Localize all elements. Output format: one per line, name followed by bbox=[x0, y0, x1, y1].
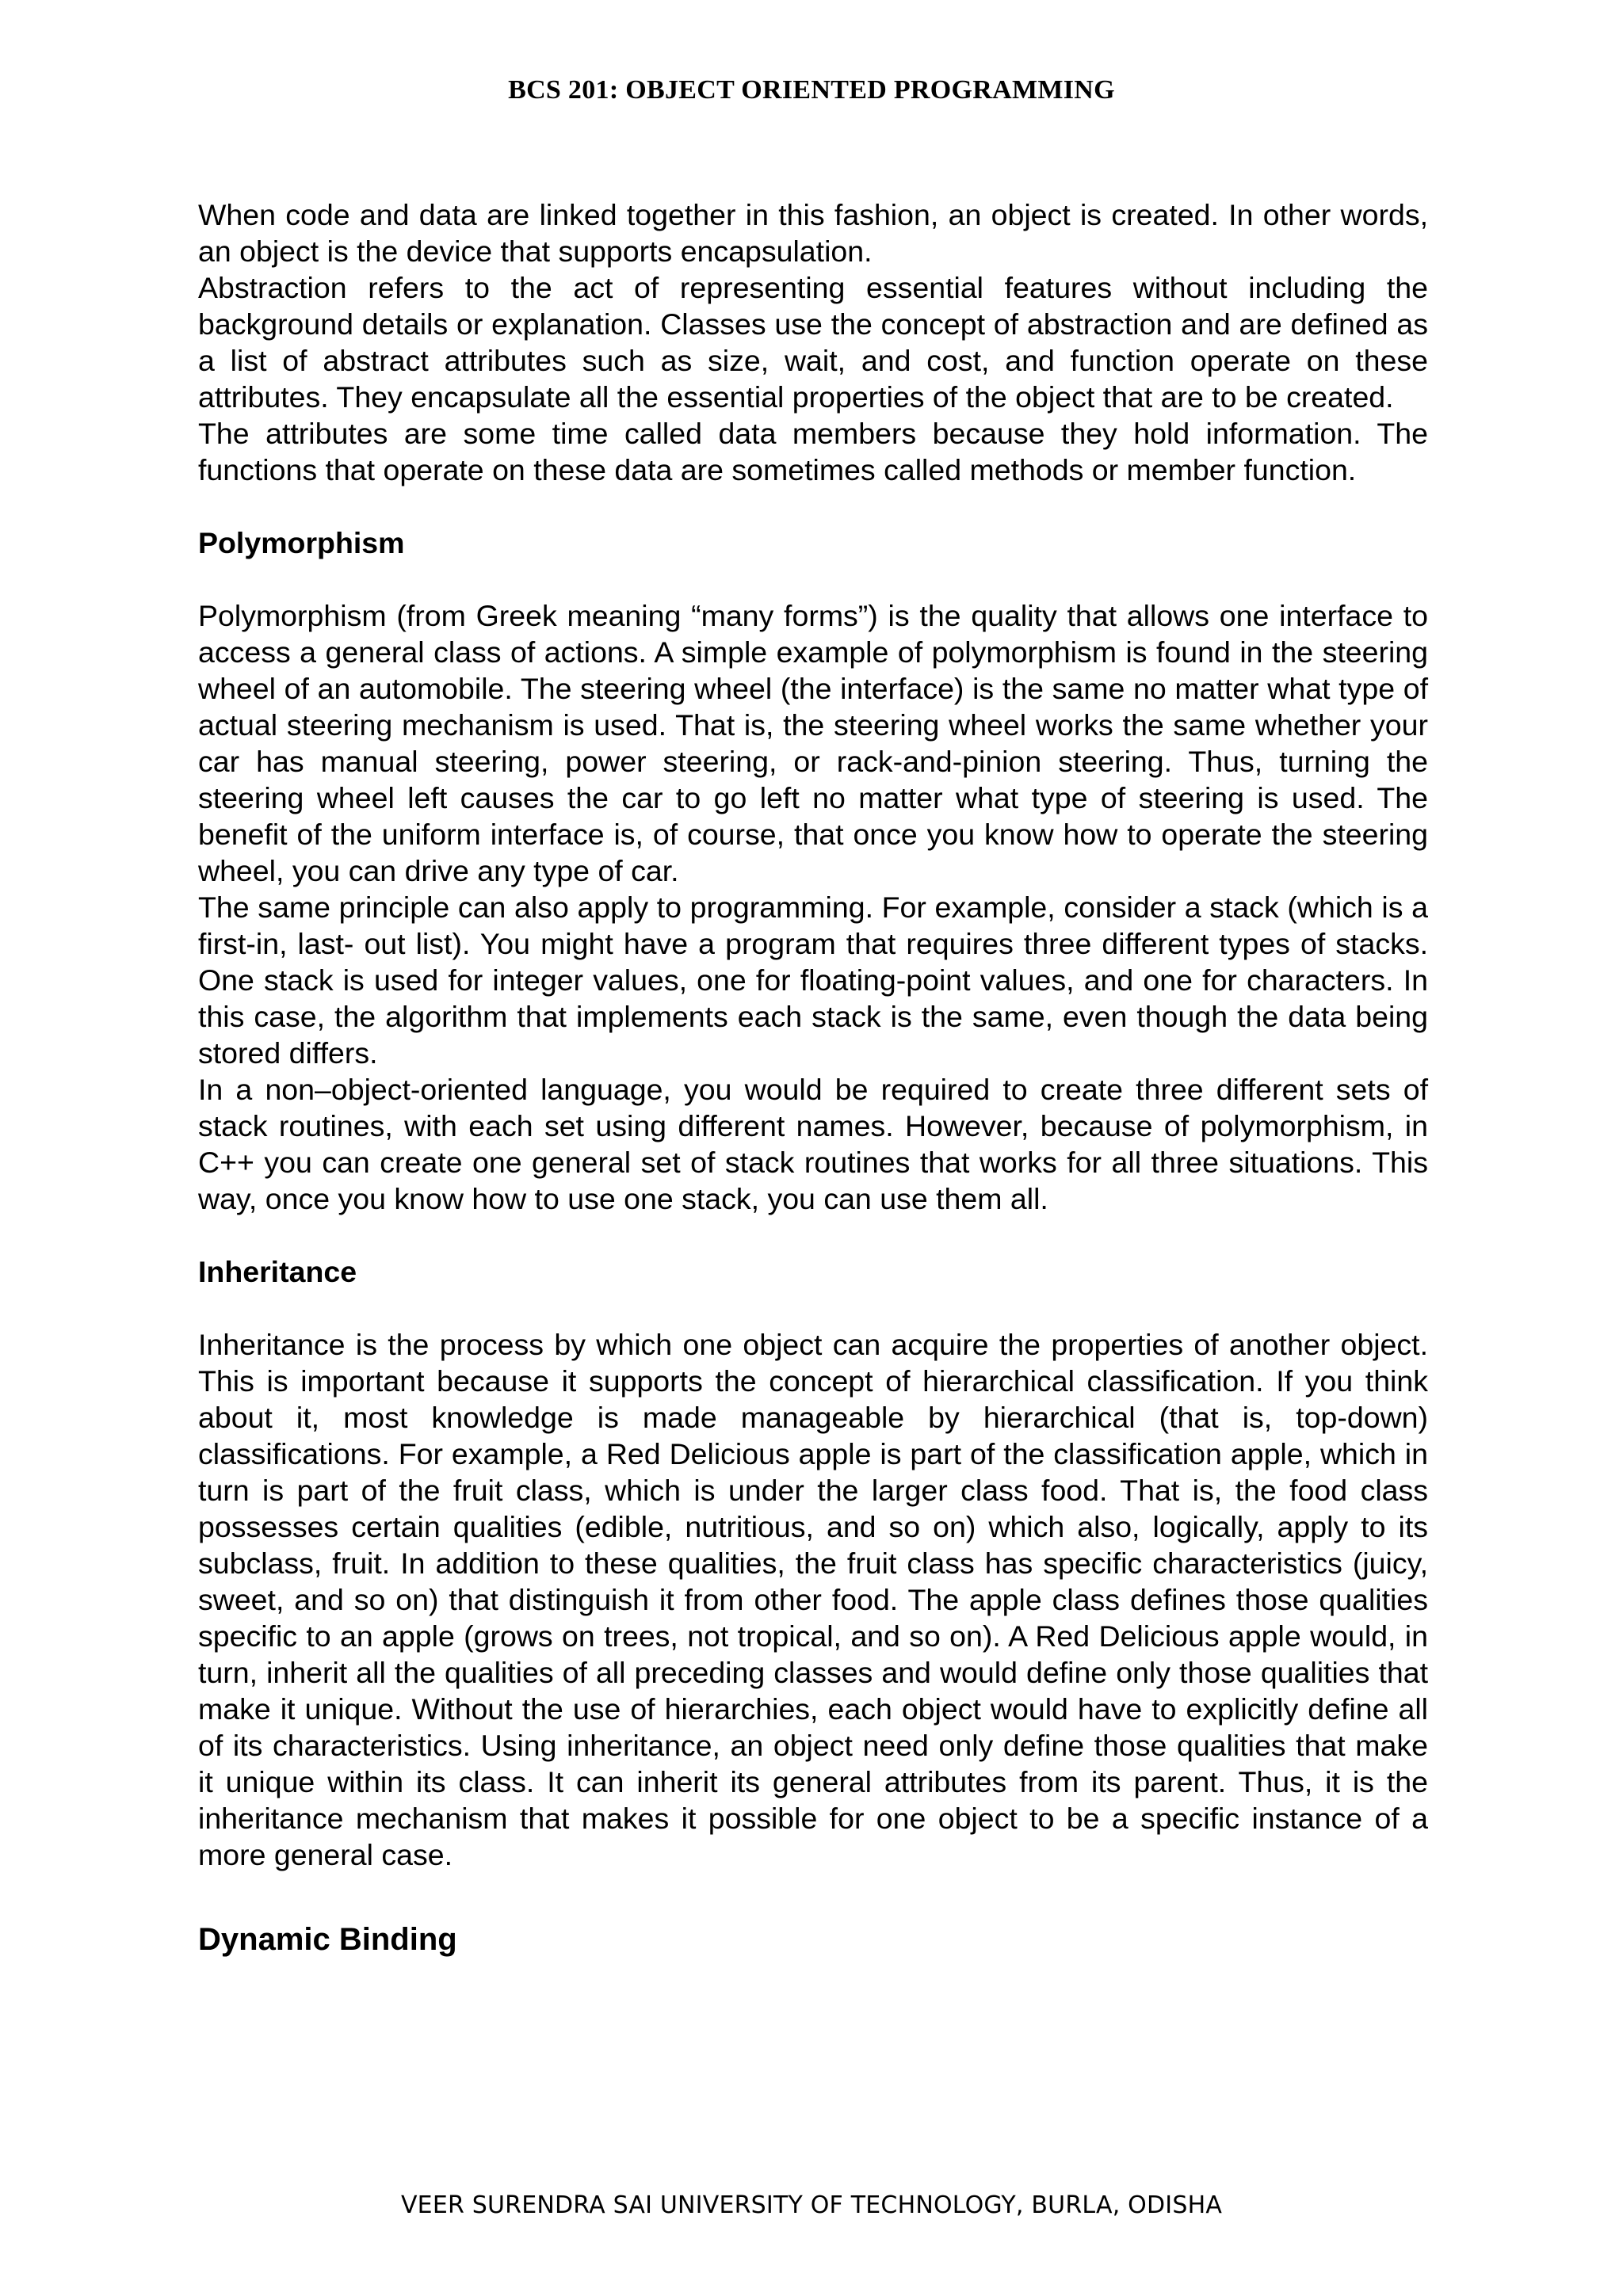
intro-paragraph-abstraction: Abstraction refers to the act of representing essential features without including the background details or explanation. Classes use the concept of abstraction and are defined as a list of abstract attributes such as size, wait, and cost, and function operate on these attributes. They encapsulate all the essential properties of the object that are to be created. bbox=[198, 271, 1428, 414]
polymorphism-heading: Polymorphism bbox=[198, 526, 405, 559]
polymorphism-paragraph-steering: Polymorphism (from Greek meaning “many forms”) is the quality that allows one interface to access a general class of actions. A simple example of polymorphism is found in the steering wheel of an automobile. The steering wheel (the interface) is the same no matter what type of actual steering mechanism is used. That is, the steering wheel works the same whether your car has manual steering, power steering, or rack-and-pinion steering. Thus, turning the steering wheel left causes the car to go left no matter what type of steering is used. The benefit of the uniform interface is, of course, that once you know how to operate the steering wheel, you can drive any type of car. bbox=[198, 599, 1428, 887]
page-header-title: BCS 201: OBJECT ORIENTED PROGRAMMING bbox=[508, 75, 1115, 105]
dynamic-binding-heading: Dynamic Binding bbox=[198, 1922, 457, 1957]
polymorphism-paragraph-non-oo: In a non–object-oriented language, you would be required to create three different sets of stack routines, with each set using different names. However, because of polymorphism, in C++ you can create one general set of stack routines that works for all three situations. This way, once you know how to use one stack, you can use them all. bbox=[198, 1073, 1428, 1215]
page-footer-institution: VEER SURENDRA SAI UNIVERSITY OF TECHNOLOGY, BURLA, ODISHA bbox=[400, 2191, 1223, 2219]
polymorphism-paragraph-stack: The same principle can also apply to programming. For example, consider a stack (which is a first-in, last- out list). You might have a program that requires three different types of stacks. One stack is used for integer values, one for floating-point values, and one for characters. In this case, the algorithm that implements each stack is the same, even though the data being stored differs. bbox=[198, 891, 1428, 1070]
intro-paragraph-objects: When code and data are linked together in this fashion, an object is created. In other words, an object is the device that supports encapsulation. bbox=[198, 198, 1428, 268]
intro-paragraph-attributes: The attributes are some time called data members because they hold information. The functions that operate on these data are sometimes called methods or member function. bbox=[198, 417, 1428, 486]
inheritance-heading: Inheritance bbox=[198, 1255, 357, 1288]
inheritance-paragraph: Inheritance is the process by which one object can acquire the properties of another object. This is important because it supports the concept of hierarchical classification. If you think about it, most knowledge is made manageable by hierarchical (that is, top-down) classifications. For example, a Red Delicious apple is part of the classification apple, which in turn is part of the fruit class, which is under the larger class food. That is, the food class possesses certain qualities (edible, nutritious, and so on) which also, logically, apply to its subclass, fruit. In addition to these qualities, the fruit class has specific characteristics (juicy, sweet, and so on) that distinguish it from other food. The apple class defines those qualities specific to an apple (grows on trees, not tropical, and so on). A Red Delicious apple would, in turn, inherit all the qualities of all preceding classes and would define only those qualities that make it unique. Without the use of hierarchies, each object would have to explicitly define all of its characteristics. Using inheritance, an object need only define those qualities that make it unique within its class. It can inherit its general attributes from its parent. Thus, it is the inheritance mechanism that makes it possible for one object to be a specific instance of a more general case. bbox=[198, 1328, 1428, 1871]
document-body bbox=[198, 196, 1428, 1958]
